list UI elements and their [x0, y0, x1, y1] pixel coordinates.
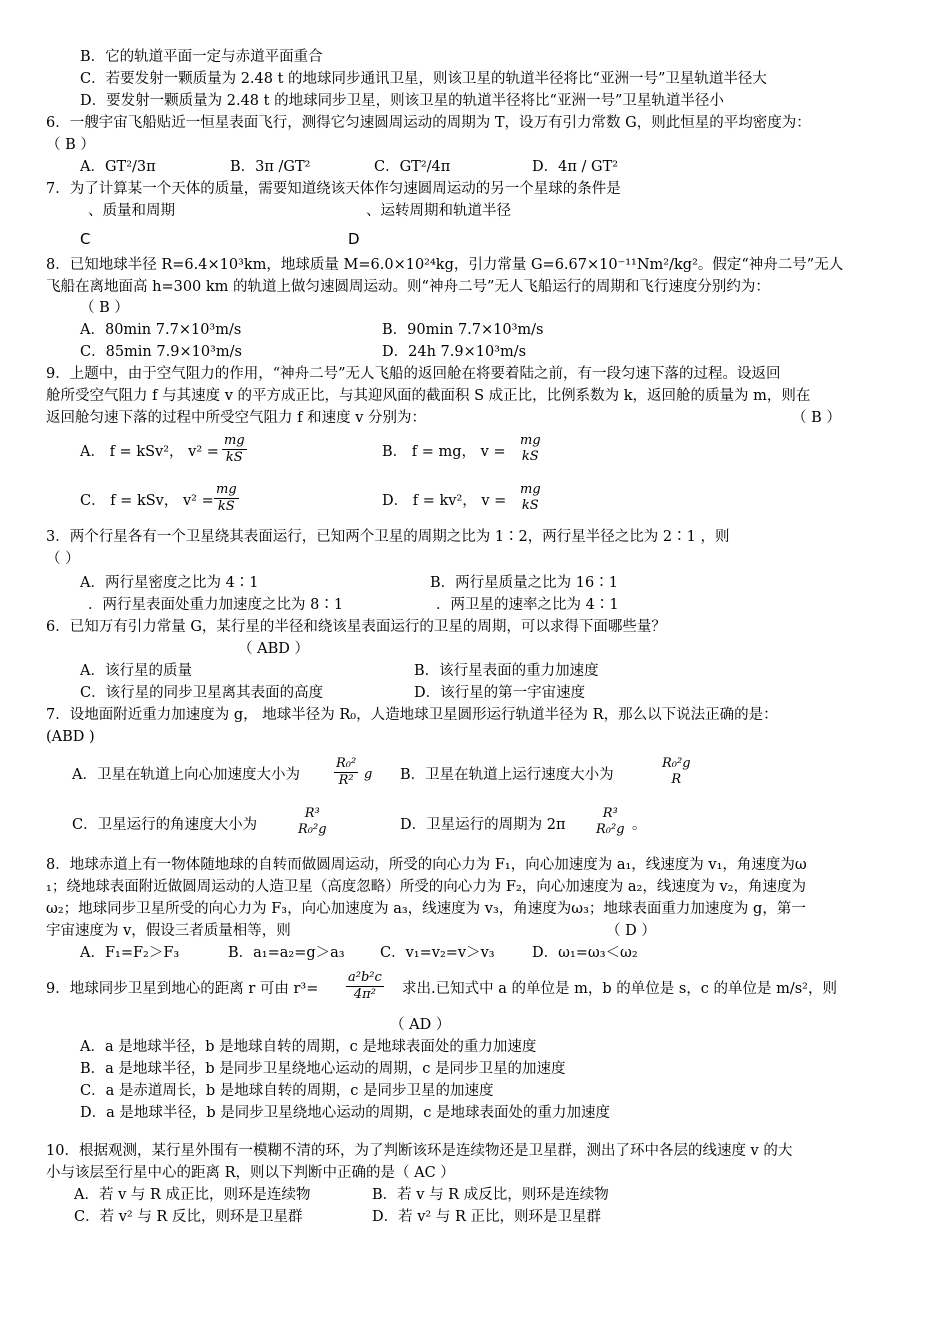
option-d: D．要发射一颗质量为 2.48 t 的地球同步卫星，则该卫星的轨道半径将比“亚洲一号”卫星轨道半径小 [80, 93, 724, 109]
q8-option-b: B．90min 7.7×10³m/s [382, 322, 544, 338]
q9b-fraction: mg kS [520, 433, 541, 464]
q10-option-c: C．若 v² 与 R 反比，则环是卫星群 [74, 1209, 303, 1225]
q7b-a-fraction: $\frac{\text{R₀²}}{\text{R²}}$ [336, 756, 357, 788]
question-3-stem: 3．两个行星各有一个卫星绕其表面运行，已知两个卫星的周期之比为 1∶2，两行星半径之比为 2∶1 ，则 [46, 529, 730, 545]
q8-option-a: A．80min 7.7×10³m/s [80, 322, 242, 338]
option-b: B．它的轨道平面一定与赤道平面重合 [80, 49, 323, 65]
q8b-option-d: D．ω₁=ω₃＜ω₂ [532, 945, 638, 961]
question-8-stem-1: 8．已知地球半径 R=6.4×10³km，地球质量 M=6.0×10²⁴kg，引力常量 G=6.67×10⁻¹¹Nm²/kg²。假定“神舟二号”无人 [46, 257, 844, 273]
question-9b-stem-a: 9．地球同步卫星到地心的距离 r 可由 r³= [46, 981, 319, 997]
q9b-option-a: A．a 是地球半径，b 是地球自转的周期，c 是地球表面处的重力加速度 [80, 1039, 537, 1055]
q7b-d-fraction: R³ R₀²g [596, 806, 625, 837]
q6-option-b: B．3π /GT² [230, 159, 311, 175]
q3-option-a: A．两行星密度之比为 4∶1 [80, 575, 259, 591]
q9-option-c: C． f = kSv， v² = [80, 493, 214, 509]
q9-option-b: B． f = mg， v = [382, 444, 506, 460]
question-7b-stem: 7．设地面附近重力加速度为 g， 地球半径为 R₀，人造地球卫星圆形运行轨道半径为 R，那么以下说法正确的是： [46, 707, 778, 723]
q8b-option-a: A．F₁=F₂＞F₃ [80, 945, 180, 961]
q7b-d-end: 。 [632, 817, 647, 833]
q3-option-d: ．两卫星的速率之比为 4∶1 [436, 597, 619, 613]
q9b-option-d: D．a 是地球半径，b 是同步卫星绕地心运动的周期，c 是地球表面处的重力加速度 [80, 1105, 610, 1121]
q9b-option-c: C．a 是赤道周长，b 是地球自转的周期，c 是同步卫星的加速度 [80, 1083, 494, 1099]
q6b-option-c: C．该行星的同步卫星离其表面的高度 [80, 685, 324, 701]
q9b-formula-fraction: $\frac{\text{a²b²c}}{\text{4π²}}$ [348, 970, 382, 1002]
q7b-a-g: g [364, 767, 373, 782]
question-9b-stem-b: 求出.已知式中 a 的单位是 m，b 的单位是 s，c 的单位是 m/s²，则 [402, 981, 837, 997]
q6b-option-b: B．该行星表面的重力加速度 [414, 663, 599, 679]
q10-option-a: A．若 v 与 R 成正比，则环是连续物 [74, 1187, 311, 1203]
q7b-option-b: B．卫星在轨道上运行速度大小为 [400, 767, 614, 783]
q7-option-d: D [348, 230, 360, 248]
q7b-option-a: A．卫星在轨道上向心加速度大小为 [72, 767, 300, 783]
question-6-answer: （ B ） [46, 137, 95, 153]
question-9-stem-2: 舱所受空气阻力 f 与其速度 v 的平方成正比，与其迎风面的截面积 S 成正比，比例系数为 k，返回舱的质量为 m，则在 [46, 388, 811, 404]
question-9-answer: （ B ） [792, 410, 841, 426]
question-8b-stem-3: ω₂；地球同步卫星所受的向心力为 F₃，向心加速度为 a₃，线速度为 v₃，角速度为ω₃；地球表面重力加速度为 g，第一 [46, 901, 806, 917]
q7b-option-c: C．卫星运行的角速度大小为 [72, 817, 258, 833]
q7-option-a: 、质量和周期 [88, 203, 175, 219]
q9-option-a: A． f = kSv²， v² = [80, 444, 219, 460]
q7-option-b: 、运转周期和轨道半径 [366, 203, 511, 219]
q9d-fraction: mg kS [520, 482, 541, 513]
question-8b-stem-4: 宇宙速度为 v，假设三者质量相等，则 [46, 923, 291, 939]
option-c: C．若要发射一颗质量为 2.48 t 的地球同步通讯卫星，则该卫星的轨道半径将比“亚洲一号”卫星轨道半径大 [80, 71, 767, 87]
question-10-stem-2: 小与该层至行星中心的距离 R，则以下判断中正确的是（ AC ） [46, 1165, 455, 1181]
q6-option-d: D．4π / GT² [532, 159, 619, 175]
q3-option-c: ．两行星表面处重力加速度之比为 8∶1 [88, 597, 344, 613]
question-8-stem-2: 飞船在离地面高 h=300 km 的轨道上做匀速圆周运动。则“神舟二号”无人飞船运行的周期和飞行速度分别约为： [46, 279, 770, 295]
q9-option-d: D． f = kv²， v = [382, 493, 507, 509]
q7b-option-d: D．卫星运行的周期为 2π [400, 817, 566, 833]
question-7b-answer: (ABD ) [46, 729, 95, 745]
question-6-stem: 6．一艘宇宙飞船贴近一恒星表面飞行，测得它匀速圆周运动的周期为 T，设万有引力常数 G，则此恒星的平均密度为： [46, 115, 811, 131]
q8-option-d: D．24h 7.9×10³m/s [382, 344, 527, 360]
q3-option-b: B．两行星质量之比为 16∶1 [430, 575, 618, 591]
q10-option-b: B．若 v 与 R 成反比，则环是连续物 [372, 1187, 609, 1203]
q7b-b-fraction: R₀²g R [662, 756, 691, 787]
q7b-c-fraction: R³ R₀²g [298, 806, 327, 837]
question-6b-stem: 6．已知万有引力常量 G，某行星的半径和绕该星表面运行的卫星的周期，可以求得下面哪些量？ [46, 619, 666, 635]
question-10-stem-1: 10．根据观测，某行星外围有一模糊不清的环，为了判断该环是连续物还是卫星群，测出了环中各层的线速度 v 的大 [46, 1143, 793, 1159]
question-3-answer: （ ） [46, 551, 80, 567]
question-8-answer: （ B ） [80, 300, 129, 316]
q8-option-c: C．85min 7.9×10³m/s [80, 344, 242, 360]
q8b-option-b: B．a₁=a₂=g＞a₃ [228, 945, 345, 961]
q6b-option-d: D．该行星的第一宇宙速度 [414, 685, 586, 701]
q6b-option-a: A．该行星的质量 [80, 663, 192, 679]
q8b-option-c: C．v₁=v₂=v＞v₃ [380, 945, 495, 961]
question-9-stem-1: 9．上题中，由于空气阻力的作用，“神舟二号”无人飞船的返回舱在将要着陆之前，有一段匀速下落的过程。设返回 [46, 366, 781, 382]
q9a-fraction: $\frac{mg}{kS}$ [224, 433, 245, 465]
question-8b-answer: （ D ） [606, 923, 656, 939]
question-9-stem-3: 返回舱匀速下落的过程中所受空气阻力 f 和速度 v 分别为： [46, 410, 426, 426]
q7-option-c: C [80, 230, 91, 248]
q9b-option-b: B．a 是地球半径，b 是同步卫星绕地心运动的周期，c 是同步卫星的加速度 [80, 1061, 566, 1077]
question-8b-stem-2: ₁；绕地球表面附近做圆周运动的人造卫星（高度忽略）所受的向心力为 F₂，向心加速度为 a₂，线速度为 v₂，角速度为 [46, 879, 806, 895]
q10-option-d: D．若 v² 与 R 正比，则环是卫星群 [372, 1209, 601, 1225]
question-7-stem: 7．为了计算某一个天体的质量，需要知道绕该天体作匀速圆周运动的另一个星球的条件是 [46, 181, 621, 197]
question-8b-stem-1: 8．地球赤道上有一物体随地球的自转而做圆周运动，所受的向心力为 F₁，向心加速度为 a₁，线速度为 v₁，角速度为ω [46, 857, 807, 873]
question-9b-answer: （ AD ） [390, 1017, 451, 1033]
question-6b-answer: （ ABD ） [238, 641, 309, 657]
q6-option-a: A．GT²/3π [80, 159, 156, 175]
q6-option-c: C．GT²/4π [374, 159, 451, 175]
q9c-fraction: $\frac{mg}{kS}$ [216, 482, 237, 514]
